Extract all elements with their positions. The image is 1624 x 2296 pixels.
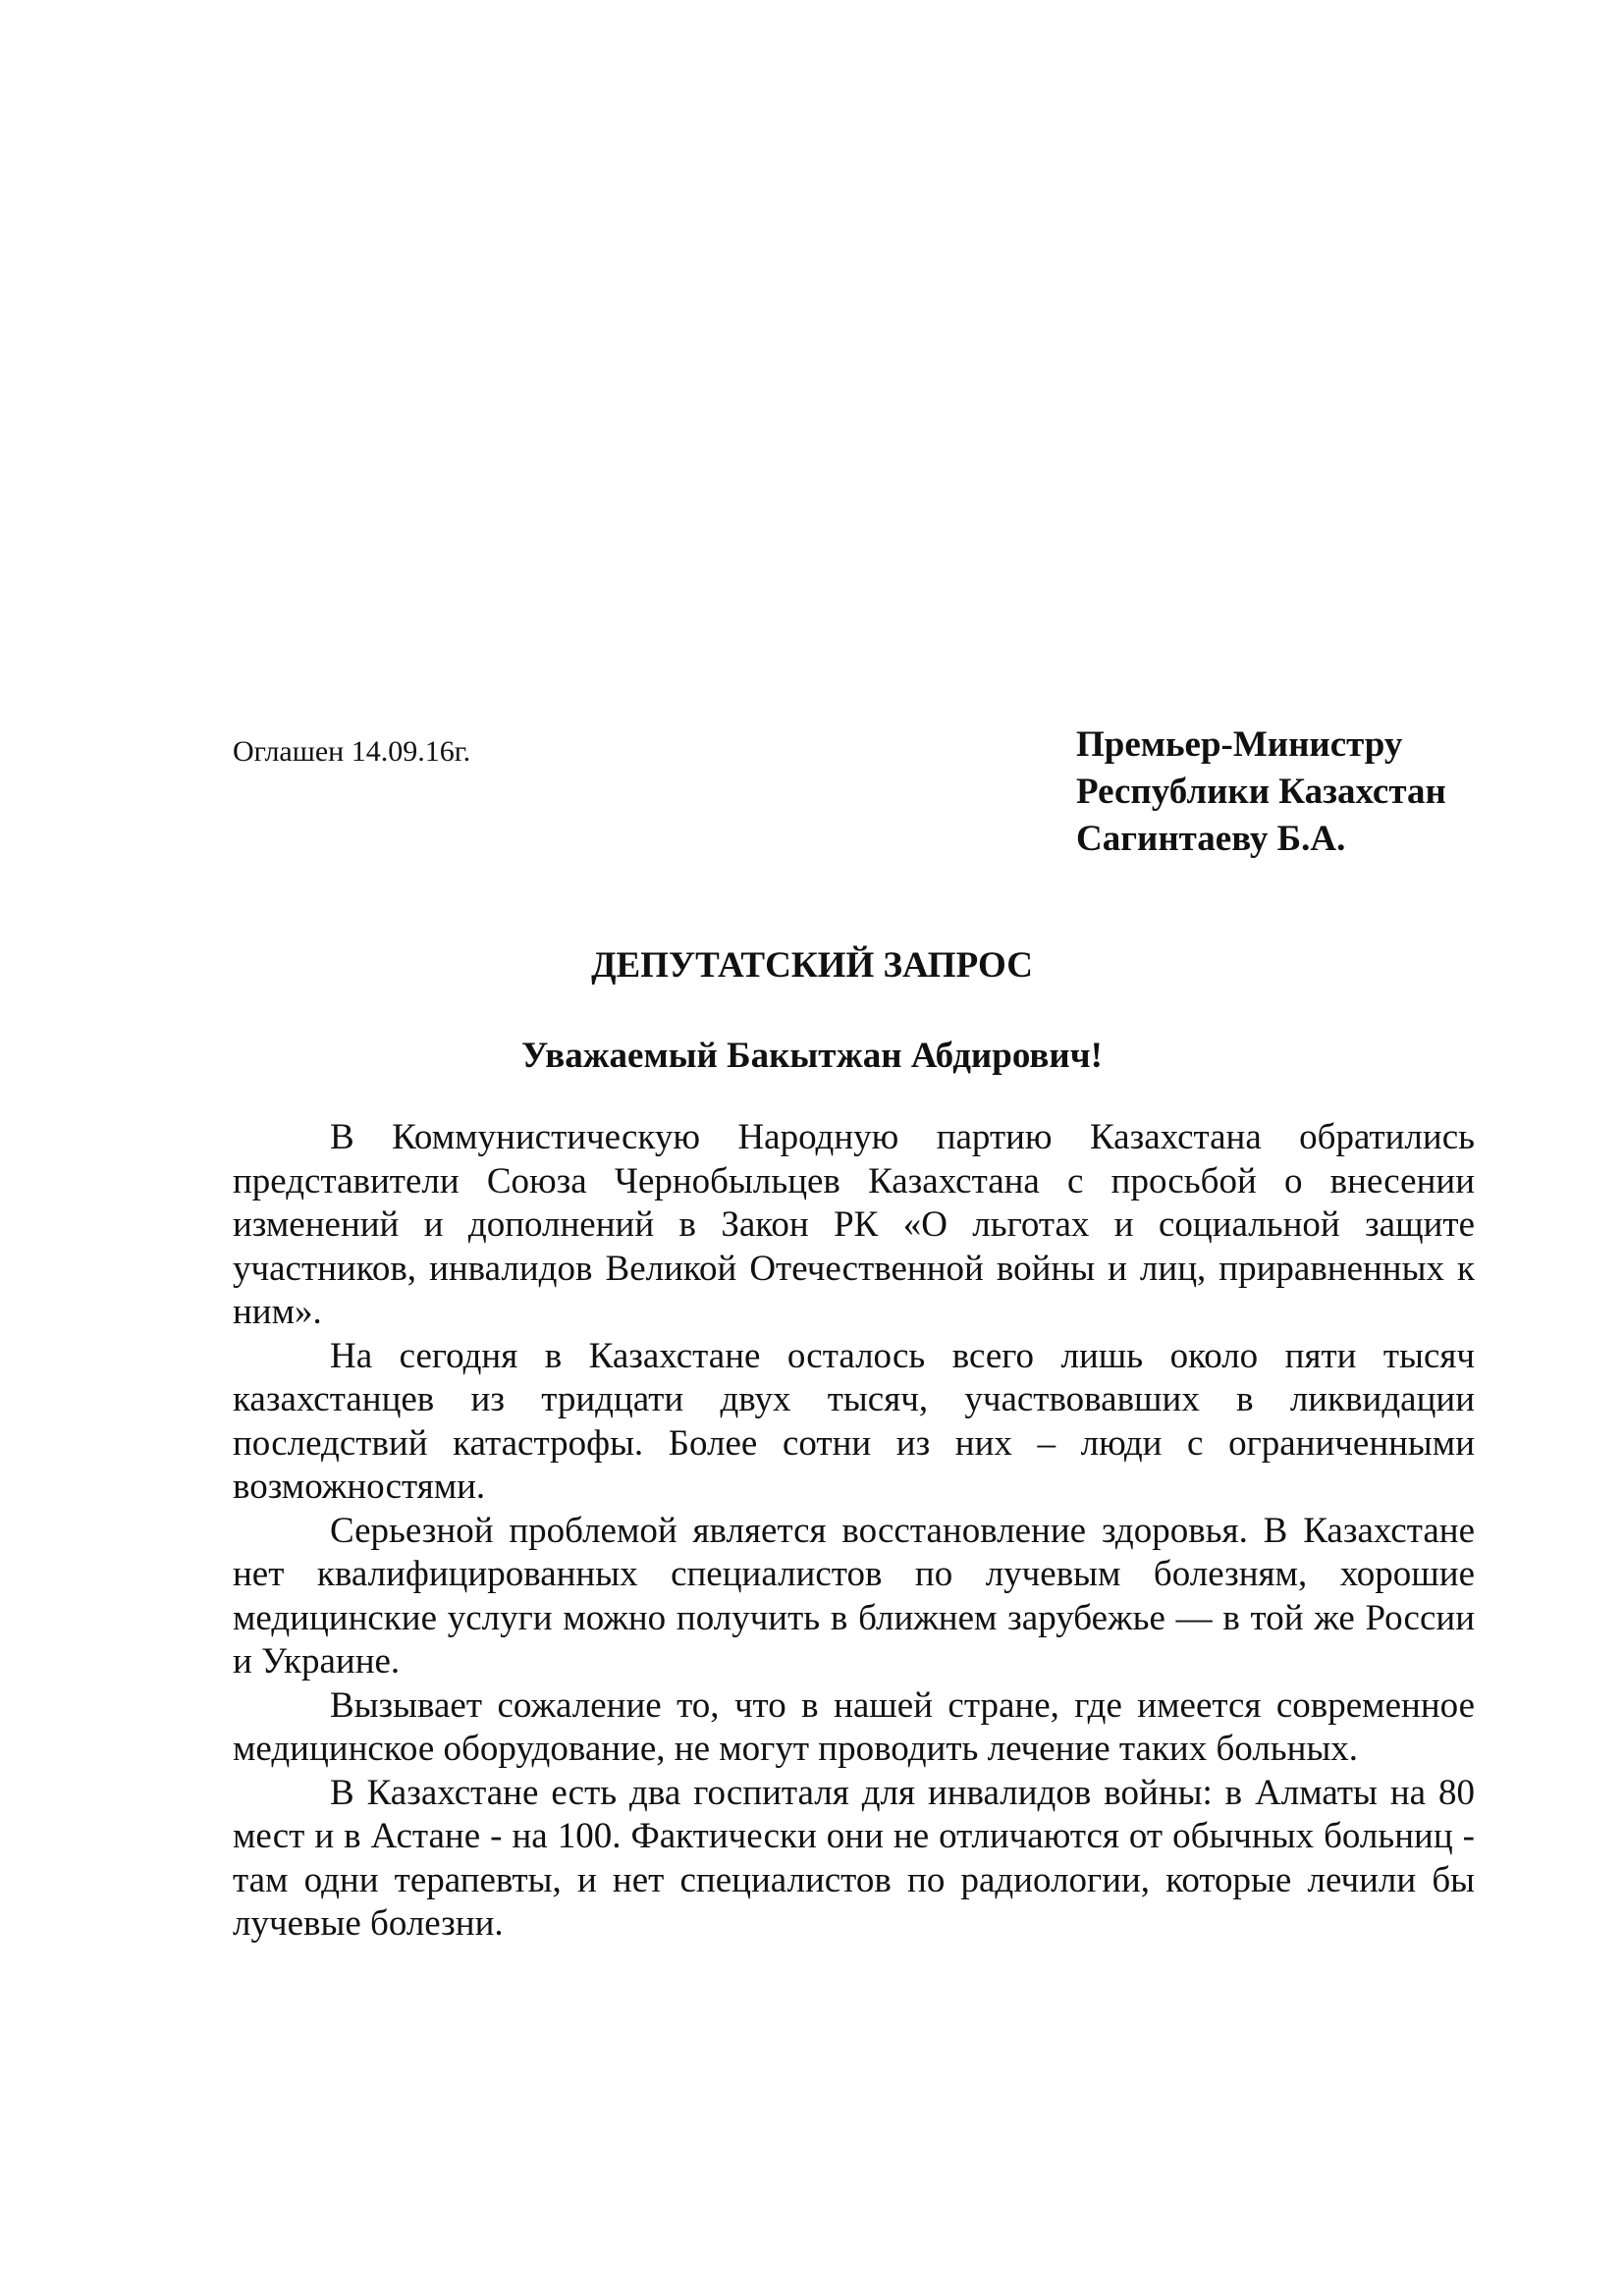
addressee-line-position: Премьер-Министру — [1076, 724, 1403, 765]
document-body — [233, 1116, 1475, 1947]
addressee-line-name: Сагинтаеву Б.А. — [1076, 819, 1346, 859]
body-paragraph: В Казахстане есть два госпиталя для инвалидов войны: в Алматы на 80 мест и в Астане - на 100. Фактически они не отличаются от обычных больниц - там одни терапевты, и нет специалистов по радиологии, которые лечили бы лучевые болезни. — [233, 1772, 1475, 1944]
body-paragraph: В Коммунистическую Народную партию Казахстана обратились представители Союза Чернобыльцев Казахстана с просьбой о внесении изменений и дополнений в Закон РК «О льготах и социальной защите участников, инвалидов Великой Отечественной войны и лиц, приравненных к ним». — [233, 1117, 1475, 1332]
body-paragraph: Вызывает сожаление то, что в нашей стране, где имеется современное медицинское оборудование, не могут проводить лечение таких больных. — [233, 1684, 1475, 1769]
addressee-line-country: Республики Казахстан — [1076, 772, 1446, 812]
announcement-date: Оглашен 14.09.16г. — [233, 735, 471, 768]
body-paragraph: Серьезной проблемой является восстановление здоровья. В Казахстане нет квалифицированных специалистов по лучевым болезням, хорошие медицинские услуги можно получить в ближнем зарубежье — в той же России и Украине. — [233, 1510, 1475, 1682]
salutation: Уважаемый Бакытжан Абдирович! — [521, 1036, 1103, 1076]
document-title: ДЕПУТАТСКИЙ ЗАПРОС — [591, 945, 1033, 986]
addressee-block — [1076, 721, 1446, 863]
body-paragraph: На сегодня в Казахстане осталось всего лишь около пяти тысяч казахстанцев из тридцати двух тысяч, участвовавших в ликвидации последствий катастрофы. Более сотни из них – люди с ограниченными возможностями. — [233, 1335, 1475, 1507]
